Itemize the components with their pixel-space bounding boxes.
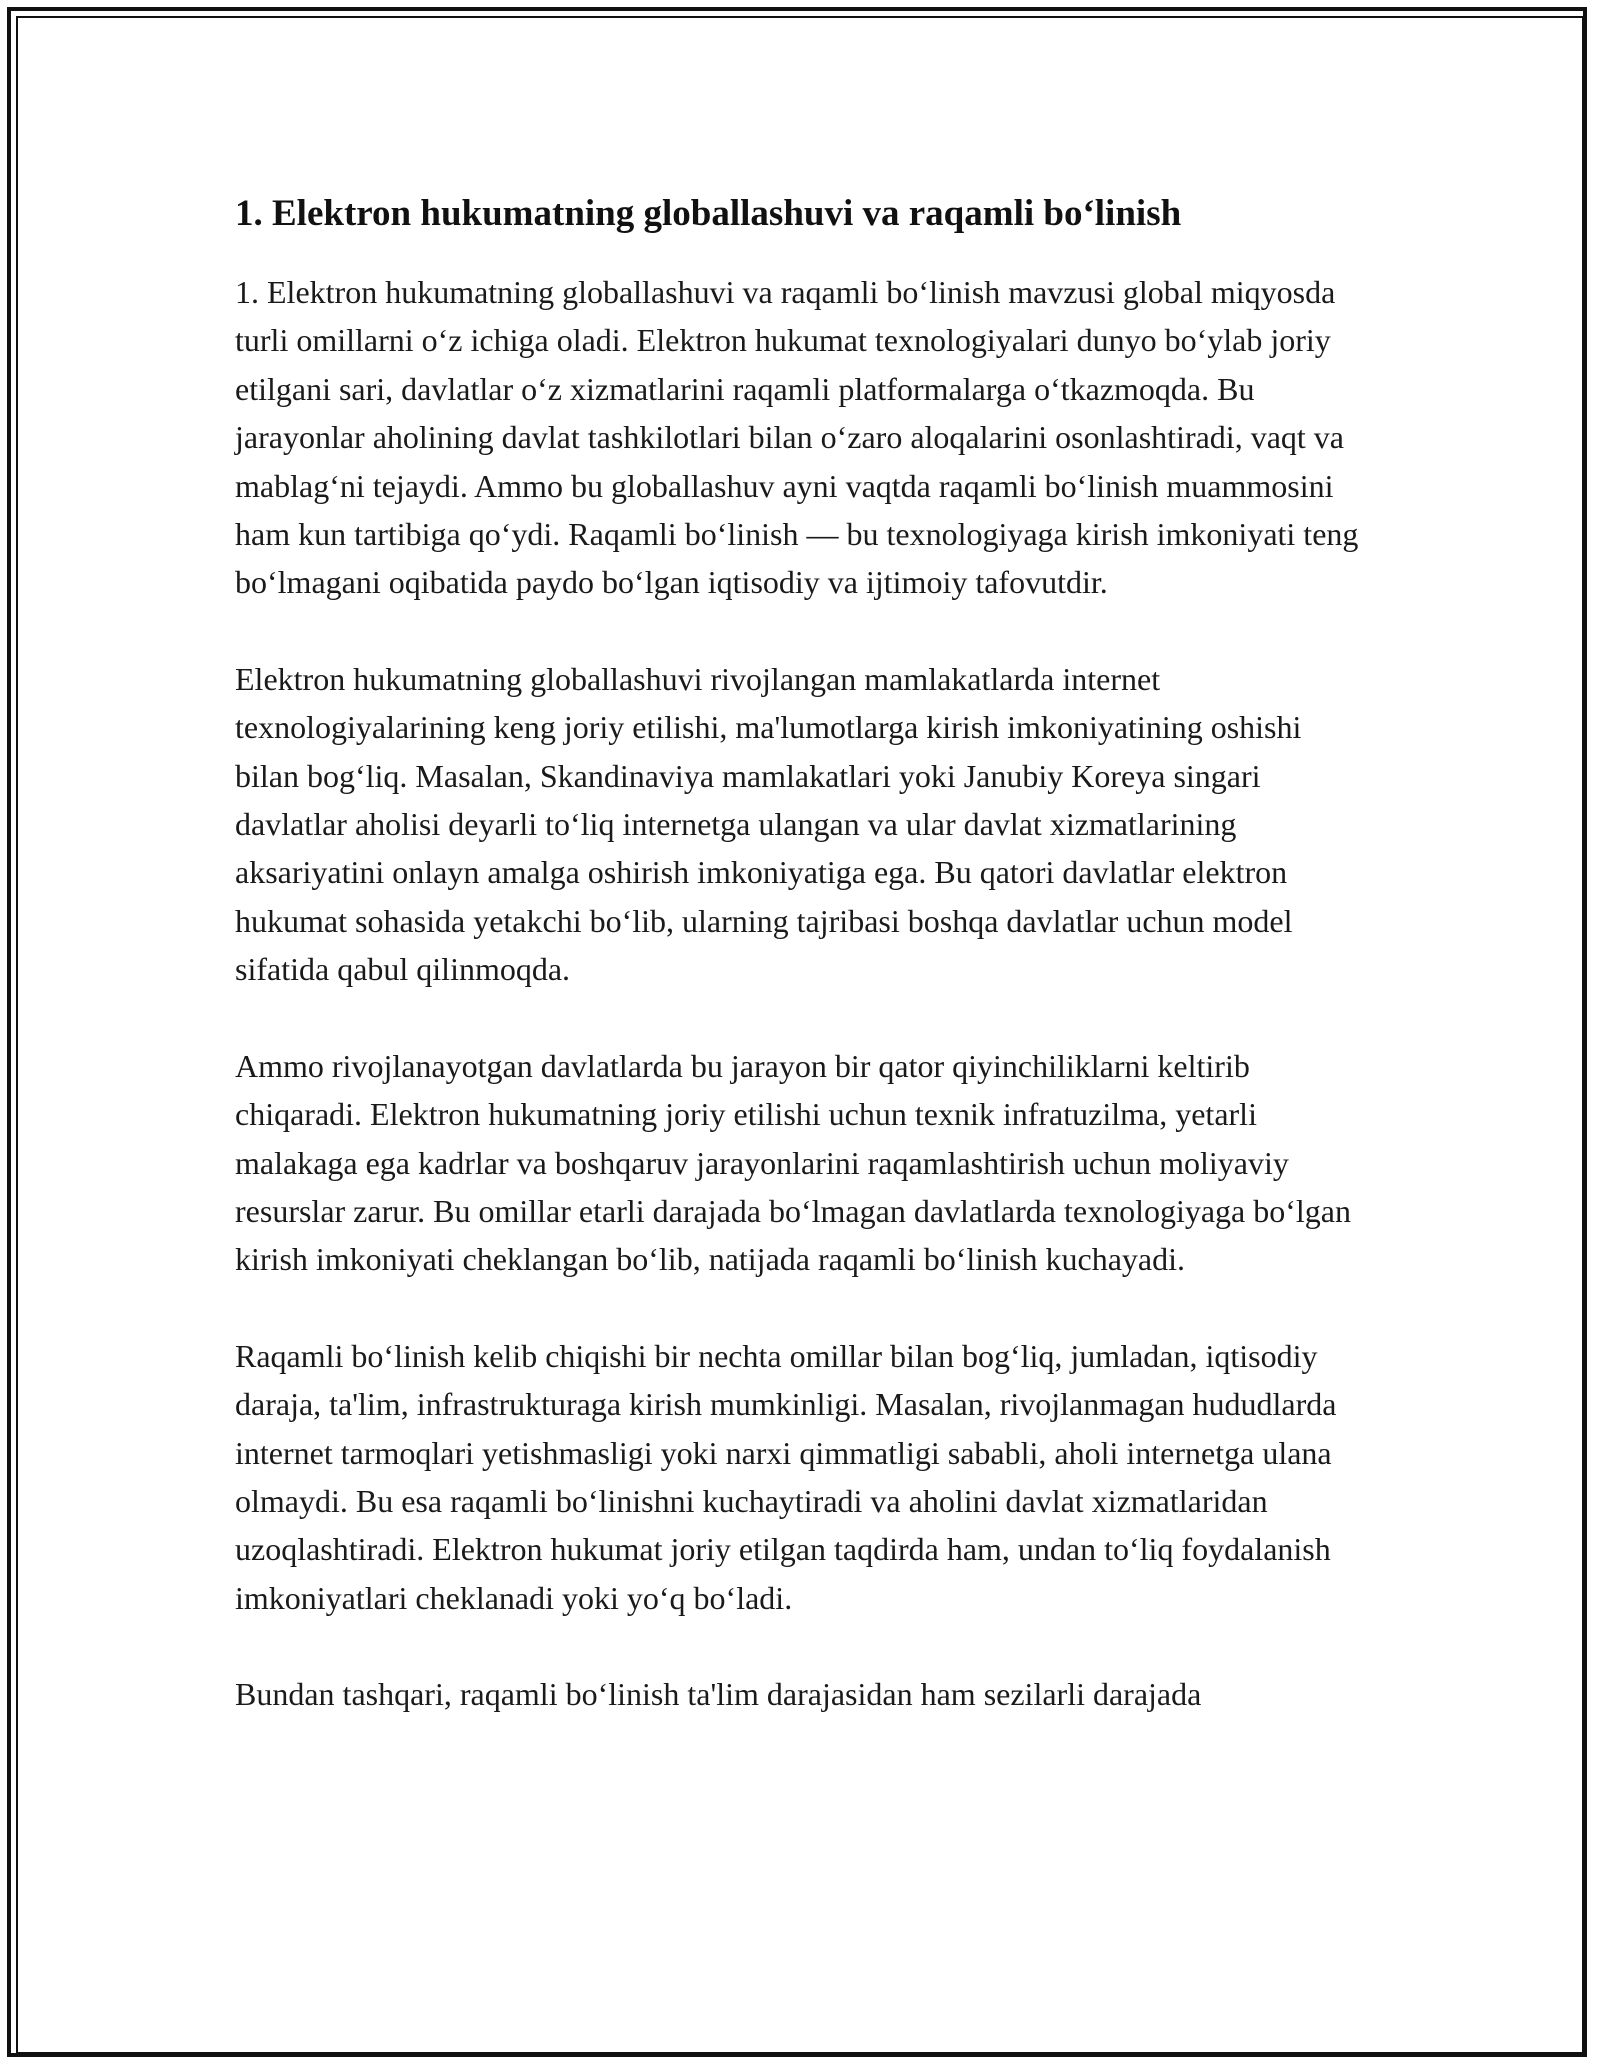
document-body bbox=[235, 190, 1365, 1719]
section-heading: 1. Elektron hukumatning globallashuvi va raqamli bo‘linish bbox=[235, 193, 1182, 234]
paragraph-2: Elektron hukumatning globallashuvi rivojlangan mamlakatlarda internet texnologiyalarining keng joriy etilishi, ma'lumotlarga kirish imkoniyatining oshishi bilan bog‘liq. Masalan, Skandinaviya mamlakatlari yoki Janubiy Koreya singari davlatlar aholisi deyarli to‘liq internetga ulangan va ular davlat xizmatlarining aksariyatini onlayn amalga oshirish imkoniyatiga ega. Bu qatori davlatlar elektron hukumat sohasida yetakchi bo‘lib, ularning tajribasi boshqa davlatlar uchun model sifatida qabul qilinmoqda. bbox=[235, 660, 1302, 988]
paragraph-5: Bundan tashqari, raqamli bo‘linish ta'lim darajasidan ham sezilarli darajada bbox=[235, 1676, 1202, 1713]
paragraph-4: Raqamli bo‘linish kelib chiqishi bir nechta omillar bilan bog‘liq, jumladan, iqtisodiy daraja, ta'lim, infrastrukturaga kirish mumkinligi. Masalan, rivojlanmagan hududlarda internet tarmoqlari yetishmasligi yoki narxi qimmatligi sababli, aholi internetga ulana olmaydi. Bu esa raqamli bo‘linishni kuchaytiradi va aholini davlat xizmatlaridan uzoqlashtiradi. Elektron hukumat joriy etilgan taqdirda ham, undan to‘liq foydalanish imkoniyatlari cheklanadi yoki yo‘q bo‘ladi. bbox=[235, 1337, 1337, 1616]
paragraph-3: Ammo rivojlanayotgan davlatlarda bu jarayon bir qator qiyinchiliklarni keltirib chiqaradi. Elektron hukumatning joriy etilishi uchun texnik infratuzilma, yetarli malakaga ega kadrlar va boshqaruv jarayonlarini raqamlashtirish uchun moliyaviy resurslar zarur. Bu omillar etarli darajada bo‘lmagan davlatlarda texnologiyaga bo‘lgan kirish imkoniyati cheklangan bo‘lib, natijada raqamli bo‘linish kuchayadi. bbox=[235, 1047, 1351, 1278]
paragraph-1: 1. Elektron hukumatning globallashuvi va raqamli bo‘linish mavzusi global miqyosda turli omillarni o‘z ichiga oladi. Elektron hukumat texnologiyalari dunyo bo‘ylab joriy etilgani sari, davlatlar o‘z xizmatlarini raqamli platformalarga o‘tkazmoqda. Bu jarayonlar aholining davlat tashkilotlari bilan o‘zaro aloqalarini osonlashtiradi, vaqt va mablag‘ni tejaydi. Ammo bu globallashuv ayni vaqtda raqamli bo‘linish muammosini ham kun tartibiga qo‘ydi. Raqamli bo‘linish — bu texnologiyaga kirish imkoniyati teng bo‘lmagani oqibatida paydo bo‘lgan iqtisodiy va ijtimoiy tafovutdir. bbox=[235, 274, 1359, 601]
